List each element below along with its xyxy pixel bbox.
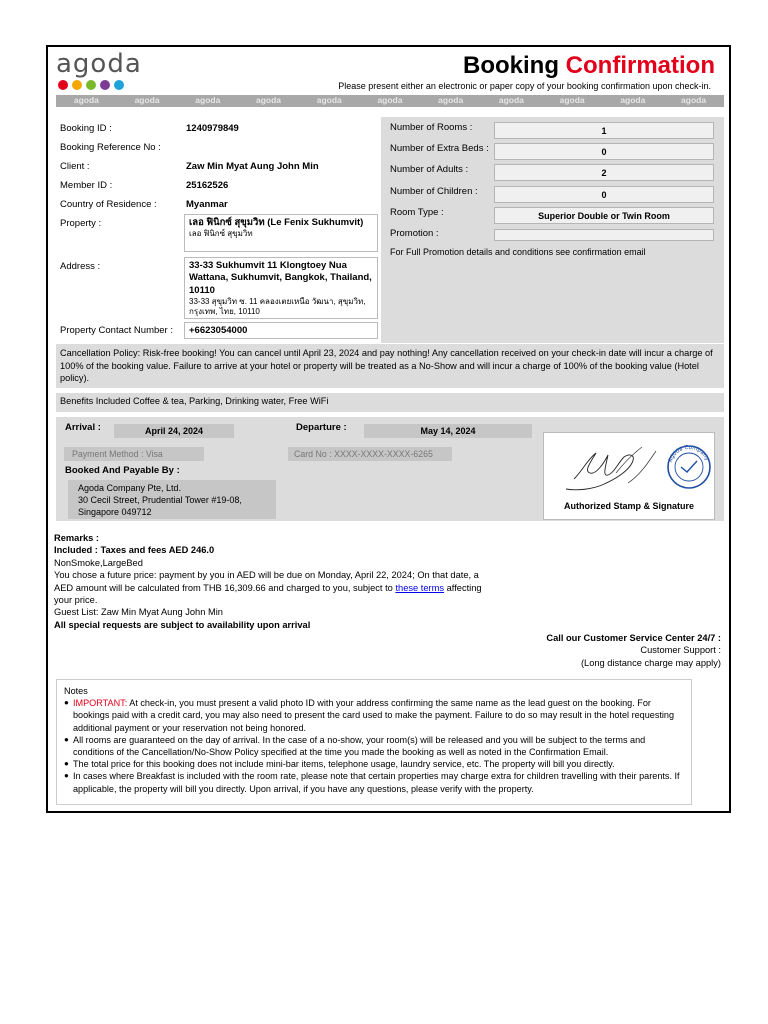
note-item: ● The total price for this booking does not include mini-bar items, telephone usage, laundry service, etc. The property will bill you directly. [64,758,684,770]
title-confirmation: Confirmation [565,52,715,79]
children-label: Number of Children : [390,186,478,197]
stripe-word: agoda [377,95,403,106]
rooms-value: 1 [494,122,714,139]
stripe-word: agoda [681,95,707,106]
contact-label: Property Contact Number : [60,325,173,336]
cancellation-policy: Cancellation Policy: Risk-free booking! You can cancel until April 23, 2024 and pay nothing! Any cancellation received on your check-in date will incur a charge of 100% of the booking value. Failure to arrive at your hotel or property will be treated as a No-Show and will incur a charge of 100% of the booking value (Hotel policy). [56,344,724,388]
extra-beds-value: 0 [494,143,714,160]
company-name: Agoda Company Pte, Ltd. [78,483,182,493]
stripe-word: agoda [73,95,99,106]
stay-payment-block [56,417,724,521]
support-title: Call our Customer Service Center 24/7 : [546,633,721,643]
extra-beds-label: Number of Extra Beds : [390,143,489,154]
agoda-stripe [56,95,724,107]
company-city: Singapore 049712 [78,507,152,517]
note-item [64,697,684,734]
customer-support [546,632,721,669]
remarks-section [54,532,494,631]
these-terms-link[interactable]: these terms [395,582,445,593]
booking-id-value: 1240979849 [186,123,239,134]
booked-payable-label: Booked And Payable By : [65,465,180,476]
notes-title: Notes [64,686,88,696]
note-item: ● In cases where Breakfast is included with the room rate, please note that certain properties may charge extra for children travelling with their parents. If applicable, the property will bill you directly. Upon arrival, if you have any questions, please verify with the property. [64,770,684,794]
special-requests-note: All special requests are subject to availability upon arrival [54,619,311,630]
address-value: 33-33 Sukhumvit 11 Klongtoey Nua Wattana, Sukhumvit, Bangkok, Thailand, 10110 [189,260,372,296]
card-number: Card No : XXXX-XXXX-XXXX-6265 [288,447,452,461]
arrival-label: Arrival : [65,422,101,433]
room-type-value: Superior Double or Twin Room [494,207,714,224]
booking-details [56,117,374,343]
children-value: 0 [494,186,714,203]
address-label: Address : [60,261,101,272]
property-label: Property : [60,218,102,229]
guest-list: Guest List: Zaw Min Myat Aung John Min [54,607,223,618]
logo-dot-blue [114,80,124,90]
logo-dot-orange [72,80,82,90]
stripe-word: agoda [620,95,646,106]
country-value: Myanmar [186,199,228,210]
remarks-price-note [54,569,494,606]
booking-reference-label: Booking Reference No : [60,142,161,153]
member-id-label: Member ID : [60,180,113,191]
price-text-2: affecting your price. [54,582,482,606]
room-details [381,117,724,343]
stripe-word: agoda [498,95,524,106]
signature-stamp-icon [544,433,716,499]
client-value: Zaw Min Myat Aung John Min [186,161,319,172]
stripe-word: agoda [256,95,282,106]
stripe-word: agoda [195,95,221,106]
address-box [184,257,378,319]
rooms-label: Number of Rooms : [390,122,473,133]
adults-label: Number of Adults : [390,164,469,175]
promotion-note: For Full Promotion details and conditions see confirmation email [390,247,646,257]
stripe-word: agoda [438,95,464,106]
promotion-label: Promotion : [390,228,439,239]
promotion-value [494,229,714,241]
agoda-logo [56,51,142,90]
title-booking: Booking [463,52,559,79]
logo-dots [58,80,142,90]
logo-text: agoda [56,49,142,79]
booking-confirmation-document [46,45,731,813]
page-subtitle: Please present either an electronic or paper copy of your booking confirmation upon check-in. [338,81,711,91]
property-box [184,214,378,252]
booking-id-label: Booking ID : [60,123,112,134]
departure-label: Departure : [296,422,347,433]
member-id-value: 25162526 [186,180,229,191]
remarks-preferences: NonSmoke,LargeBed [54,557,143,568]
adults-value: 2 [494,164,714,181]
room-type-label: Room Type : [390,207,444,218]
page-title [463,51,715,81]
company-street: 30 Cecil Street, Prudential Tower #19-08, [78,495,242,505]
stripe-word: agoda [559,95,585,106]
logo-dot-red [58,80,68,90]
notes-section [56,679,692,805]
support-line-1: Customer Support : [640,645,721,656]
client-label: Client : [60,161,90,172]
property-local-name: เลอ ฟินิกซ์ สุขุมวิท [189,229,253,239]
property-name: เลอ ฟินิกซ์ สุขุมวิท (Le Fenix Sukhumvit) [189,217,364,228]
stripe-word: agoda [316,95,342,106]
stamp-signature-area [543,432,715,520]
support-line-2: (Long distance charge may apply) [580,657,721,668]
stamp-text: Agoda Company [667,444,710,464]
departure-date: May 14, 2024 [364,424,532,438]
country-label: Country of Residence : [60,199,157,210]
price-text-1: You chose a future price: payment by you in AED will be due on Monday, April 22, 2024; On that date, a AED amount will be calculated from THB 16,309.66 and charged to you, subject to [54,570,479,593]
payment-method: Payment Method : Visa [64,447,204,461]
important-label: IMPORTANT: [73,698,128,709]
remarks-title: Remarks : [54,533,99,543]
stripe-word: agoda [134,95,160,106]
notes-list [64,697,684,795]
remarks-taxes: Included : Taxes and fees AED 246.0 [54,545,215,556]
arrival-date: April 24, 2024 [114,424,234,438]
note-text: At check-in, you must present a valid photo ID with your address confirming the same name as the lead guest on the booking. For bookings paid with a credit card, you may also need to present the card used to make the payment. Failure to do so may result in the hotel requesting additional payment or your reservation not being honored. [73,698,675,733]
svg-text:Agoda Company [668,445,710,463]
contact-value: +6623054000 [189,325,248,336]
address-local: 33-33 สุขุมวิท ซ. 11 คลองเตยเหนือ วัฒนา, สุขุมวิท, กรุงเทพ, ไทย, 10110 [189,297,366,317]
company-address [68,480,276,519]
stamp-caption: Authorized Stamp & Signature [563,501,694,511]
benefits-included: Benefits Included Coffee & tea, Parking, Drinking water, Free WiFi [56,393,724,412]
logo-dot-purple [100,80,110,90]
logo-dot-green [86,80,96,90]
note-item: ● All rooms are guaranteed on the day of arrival. In the case of a no-show, your room(s) will be released and you will be subject to the terms and conditions of the Cancellation/No-Show Policy specified at the time you made the booking as well as noted in the Confirmation Email. [64,734,684,758]
contact-box [184,322,378,339]
